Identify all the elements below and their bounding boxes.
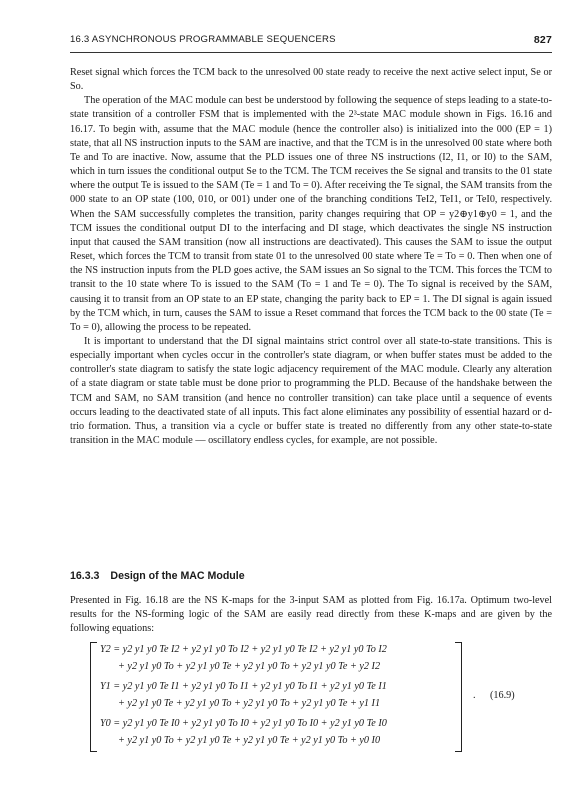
right-brace	[455, 642, 462, 752]
section-number: 16.3.3	[70, 570, 100, 582]
equation-block	[90, 642, 552, 754]
paragraph: Reset signal which forces the TCM back to the unresolved 00 state ready to receive the next active select input, Se or So.	[70, 67, 552, 93]
equation-line: + y2 y1 y0 Te + y2 y1 y0 To + y2 y1 y0 To + y2 y1 y0 Te + y1 I1	[118, 698, 381, 709]
section-title: Design of the MAC Module	[110, 570, 245, 582]
equation-line: + y2 y1 y0 To + y2 y1 y0 Te + y2 y1 y0 To + y2 y1 y0 Te + y2 I2	[118, 661, 381, 672]
section-heading	[70, 570, 552, 582]
equation-line: Y1 = y2 y1 y0 Te I1 + y2 y1 y0 To I1 + y2 y1 y0 To I1 + y2 y1 y0 Te I1	[100, 681, 387, 692]
paragraph: The operation of the MAC module can best be understood by following the sequence of steps leading to a state-to-state transition of a controller FSM that is implemented with the 2³-state MAC module shown in Figs. 16.16 and 16.17. To begin with, assume that the MAC module (hence the controller also) is initialized into the 000 (EP = 1) state, that all NS instruction inputs to the SAM are inactive, and that the TCM is in the unresolved 00 state where both Te and To are inactive. Now, assume that the PLD issues one of three NS instructions (I2, I1, or I0) to the SAM, which in turn issues the conditional output Se to the TCM. The TCM receives the Se signal and transits to the 01 state where the output Te is issued to the SAM (Te = 1 and To = 0). After receiving the Te signal, the SAM transits from the 000 state to an OP state (100, 010, or 001) under one of the branching conditions TeI2, TeI1, or TeI0, respectively. When the SAM successfully completes the transition, parity changes requiring that OP = y2⊕y1⊕y0 = 1, and the TCM issues the conditional output DI to the interfacing and DI stage, which deactivates the single NS instruction input that caused the SAM transition (now all instructions are deactivated). This causes the SAM to issue the output Reset, which forces the TCM to transit from state 01 to the unresolved 00 state where Te = To = 0. Then when one of the NS instruction inputs from the PLD goes active, the SAM issues an So signal to the TCM. This forces the TCM to transit to the 10 state where To is issued to the SAM (To = 1 and Te = 0). The To signal is received by the SAM, causing it to transit from an OP state to an EP state, changing the parity back to EP = 1. The DI signal is again issued by the TCM which, in turn, causes the SAM to issue a Reset command that forces the TCM back to the 00 state (Te = To = 0), allowing the process to be repeated.	[70, 95, 552, 333]
body-text	[70, 66, 552, 448]
header-section-title: 16.3 ASYNCHRONOUS PROGRAMMABLE SEQUENCERS	[70, 34, 336, 45]
equation-number: (16.9)	[490, 690, 515, 701]
equation-period: .	[473, 690, 476, 701]
section-paragraph: Presented in Fig. 16.18 are the NS K-maps for the 3-input SAM as plotted from Fig. 16.17a. Optimum two-level results for the NS-forming logic of the SAM are easily read directly from these K-maps and are given by the following equations:	[70, 595, 552, 635]
left-brace	[90, 642, 97, 752]
paragraph: It is important to understand that the DI signal maintains strict control over all state-to-state transitions. This is especially important when cycles occur in the controller's state diagram, or when buffer states must be added to the controller's state diagram to satisfy the state logic adjacency requirement of the MAC module. Clearly any alteration of a state diagram or state table must be done prior to programming the PLD. Because of the handshake between the TCM and SAM, no SAM transition (and hence no controller transition) can take place until a sequence of events occurs leading to the deactivated state of all inputs. This fact alone eliminates any possibility of essential hazard or d-trio formation. Thus, a transition via a cycle or buffer state is treated no differently from any other state-to-state transition in the MAC module — oscillatory endless cycles, for example, are not possible.	[70, 335, 552, 447]
equation-line: Y2 = y2 y1 y0 Te I2 + y2 y1 y0 To I2 + y2 y1 y0 Te I2 + y2 y1 y0 To I2	[100, 644, 387, 655]
running-header	[70, 34, 552, 48]
header-rule	[70, 52, 552, 53]
equation-line: + y2 y1 y0 To + y2 y1 y0 Te + y2 y1 y0 Te + y2 y1 y0 To + y0 I0	[118, 735, 381, 746]
equation-line: Y0 = y2 y1 y0 Te I0 + y2 y1 y0 To I0 + y2 y1 y0 To I0 + y2 y1 y0 Te I0	[100, 718, 387, 729]
page-number: 827	[533, 34, 552, 46]
